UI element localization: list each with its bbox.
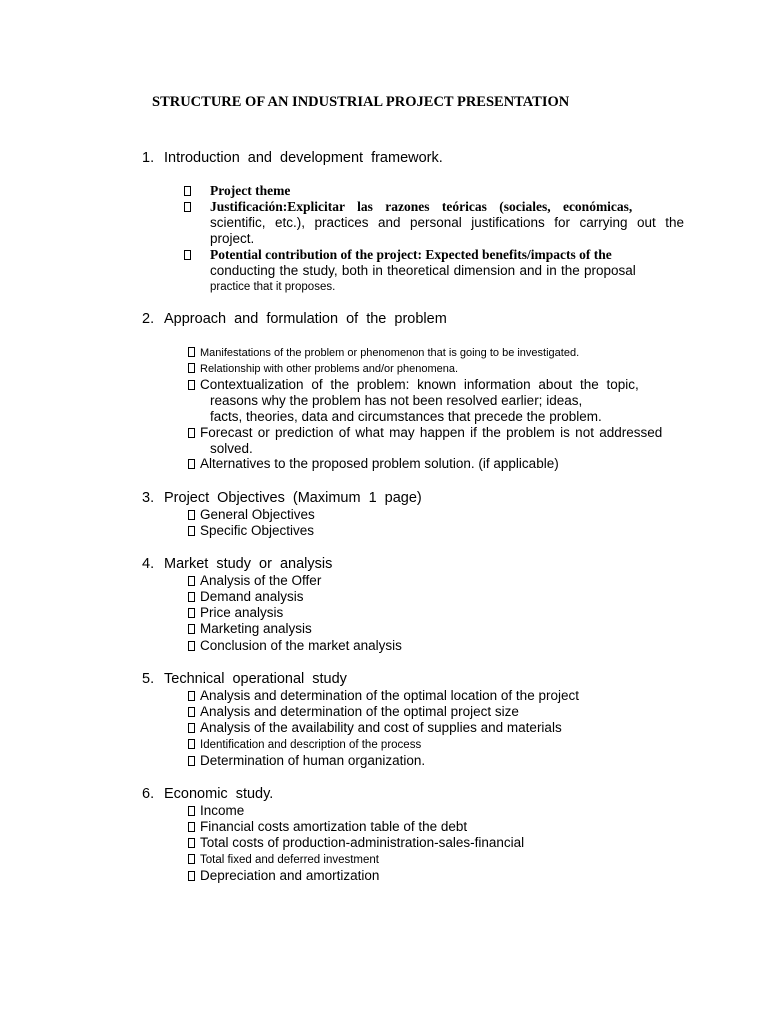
checkbox-bullet-icon [188,723,195,733]
list-item: Specific Objectives [188,523,684,539]
checkbox-bullet-icon [188,838,195,848]
checkbox-bullet-icon [188,592,195,602]
checkbox-bullet-icon [188,806,195,816]
section-number: 1. [142,150,155,166]
section-6-heading: 6. Economic study. [142,786,274,802]
list-item: Analysis and determination of the optimal project size [188,704,684,720]
section-5-heading: 5. Technical operational study [142,671,347,687]
checkbox-bullet-icon [188,526,195,536]
section-4-heading: 4. Market study or analysis [142,556,333,572]
list-item: Justificación:Explicitar las razones teóricas (sociales, económicas, scientific, etc.), practices and personal justifications for carrying out the project. [210,199,684,247]
list-item: Price analysis [188,605,684,621]
checkbox-bullet-icon [188,380,195,390]
list-item: Forecast or prediction of what may happen if the problem is not addressed [188,425,684,441]
list-item: Relationship with other problems and/or phenomena. [188,361,684,377]
list-item-continued: facts, theories, data and circumstances that precede the problem. [210,409,602,424]
list-item: Identification and description of the process [188,737,684,753]
list-item: Conclusion of the market analysis [188,638,684,654]
checkbox-bullet-icon [188,608,195,618]
list-item: Alternatives to the proposed problem solution. (if applicable) [188,456,684,472]
checkbox-bullet-icon [188,624,195,634]
list-item: Demand analysis [188,589,684,605]
section-3-heading: 3. Project Objectives (Maximum 1 page) [142,490,422,506]
list-item: Project theme [210,183,684,199]
checkbox-bullet-icon [188,347,195,357]
list-item: Total fixed and deferred investment [188,852,684,868]
checkbox-bullet-icon [188,428,195,438]
checkbox-bullet-icon [188,363,195,373]
checkbox-bullet-icon [184,202,191,212]
list-item-continued: solved. [210,441,253,456]
list-item: Analysis and determination of the optimal location of the project [188,688,684,704]
section-1-heading [142,150,443,166]
checkbox-bullet-icon [188,756,195,766]
list-item: Manifestations of the problem or phenomenon that is going to be investigated. [188,345,684,361]
list-item: General Objectives [188,507,684,523]
checkbox-bullet-icon [188,871,195,881]
checkbox-bullet-icon [188,576,195,586]
list-item: Marketing analysis [188,621,684,637]
checkbox-bullet-icon [188,641,195,651]
list-item: Income [188,803,684,819]
checkbox-bullet-icon [188,739,195,749]
checkbox-bullet-icon [184,186,191,196]
list-item: Total costs of production-administration-sales-financial [188,835,684,851]
checkbox-bullet-icon [188,707,195,717]
section-2-heading: 2. Approach and formulation of the problem [142,311,447,327]
list-item: Depreciation and amortization [188,868,684,884]
checkbox-bullet-icon [188,822,195,832]
list-item: Contextualization of the problem: known information about the topic, [188,377,684,393]
checkbox-bullet-icon [188,459,195,469]
list-item: Determination of human organization. [188,753,684,769]
list-item: Analysis of the Offer [188,573,684,589]
list-item: Financial costs amortization table of the debt [188,819,684,835]
checkbox-bullet-icon [188,854,195,864]
list-item: Potential contribution of the project: Expected benefits/impacts of the conducting the study, both in theoretical dimension and in the proposal practice that it proposes. [210,247,684,295]
list-item-continued: reasons why the problem has not been resolved earlier; ideas, [210,393,583,408]
checkbox-bullet-icon [184,250,191,260]
document-title: STRUCTURE OF AN INDUSTRIAL PROJECT PRESENTATION [152,94,570,110]
checkbox-bullet-icon [188,510,195,520]
list-item: Analysis of the availability and cost of supplies and materials [188,720,684,736]
checkbox-bullet-icon [188,691,195,701]
section-title: Introduction and development framework. [164,150,443,166]
